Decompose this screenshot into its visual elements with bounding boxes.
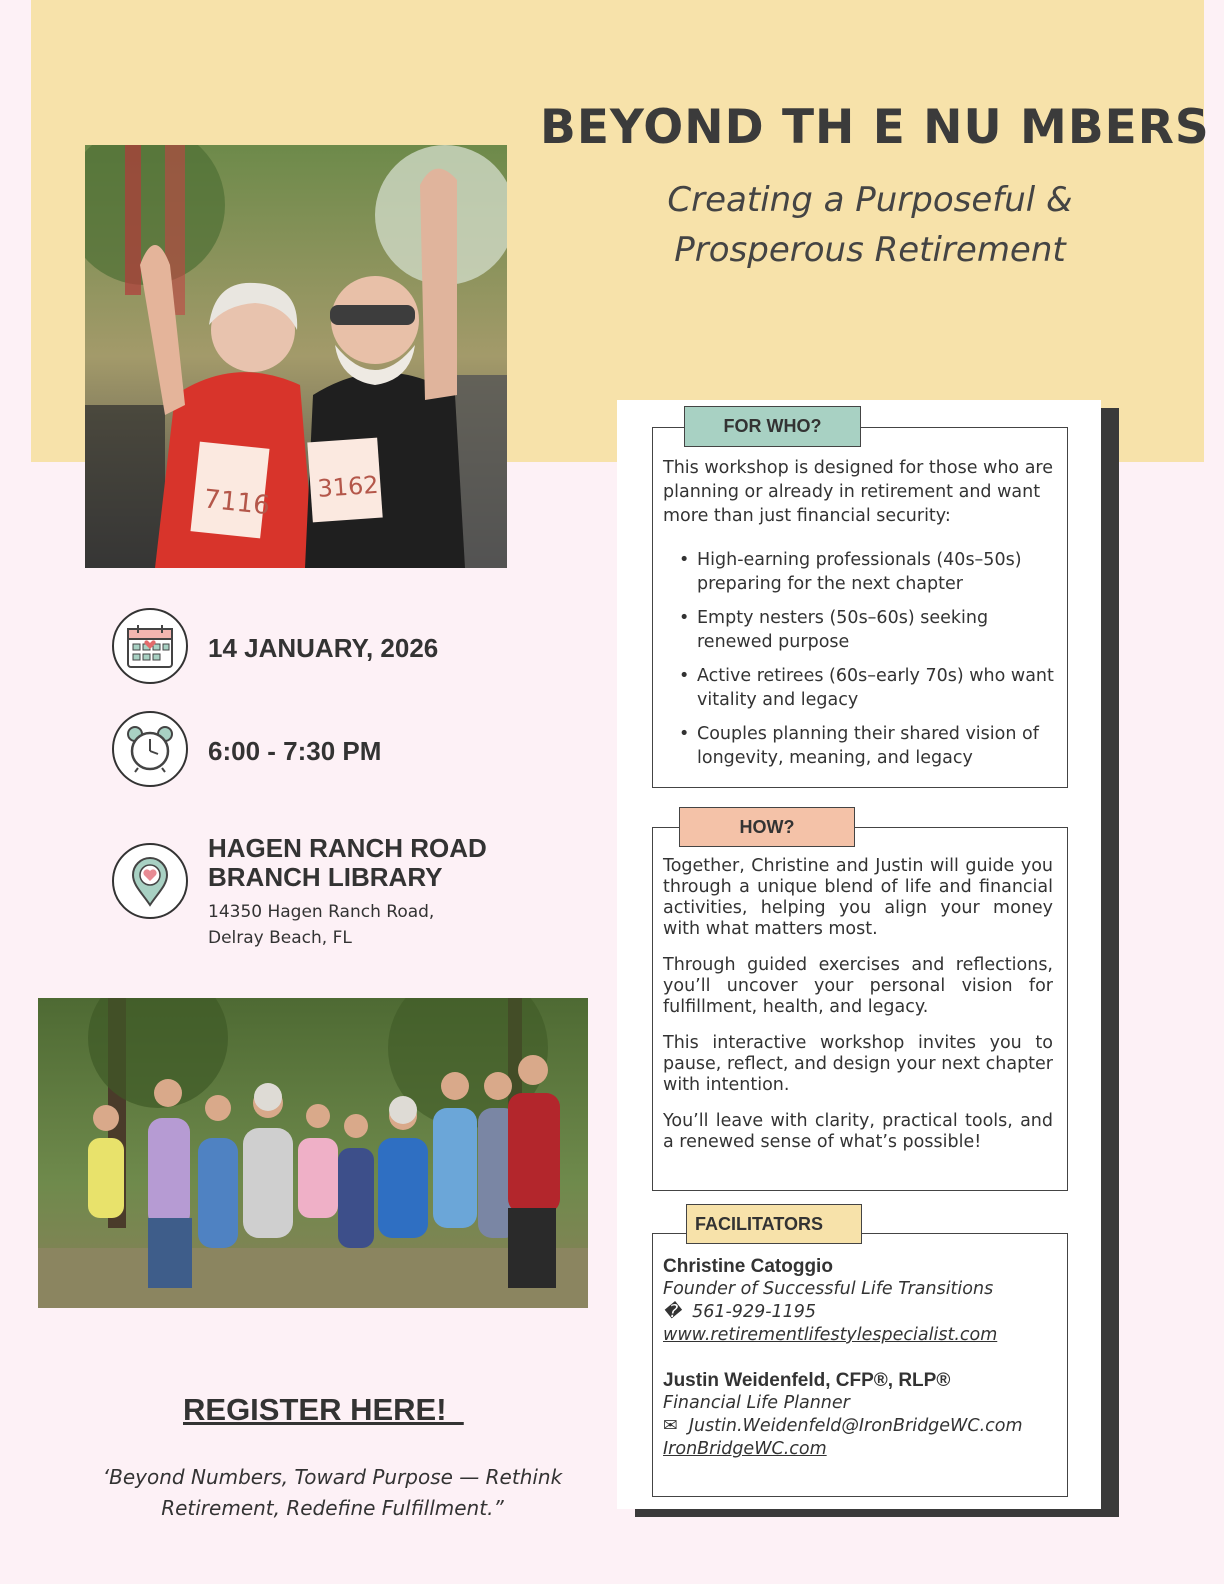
- mail-icon: ✉: [663, 1416, 678, 1436]
- facilitator-phone[interactable]: 561-929-1195: [692, 1302, 817, 1322]
- spacer: [663, 1347, 1063, 1369]
- facilitator-name: Justin Weidenfeld, CFP®, RLP®: [663, 1370, 951, 1391]
- facilitators-heading: FACILITATORS: [686, 1204, 862, 1244]
- event-date: 14 JANUARY, 2026: [208, 633, 439, 663]
- register-link[interactable]: REGISTER HERE!: [183, 1392, 464, 1427]
- event-address: [208, 899, 434, 951]
- address-line-2: Delray Beach, FL: [208, 928, 352, 948]
- facilitator-name: Christine Catoggio: [663, 1256, 833, 1277]
- event-time: 6:00 - 7:30 PM: [208, 736, 382, 766]
- bib-number-2: 3162: [316, 470, 380, 503]
- page-title: BEYOND TH E NU MBERS: [540, 100, 1210, 155]
- map-pin-heart-icon: [112, 843, 188, 919]
- audience-list: [663, 548, 1058, 780]
- phone-icon: �: [663, 1302, 681, 1322]
- how-paragraph: This interactive workshop invites you to pause, reflect, and design your next chapter with intention.: [663, 1033, 1053, 1095]
- facilitator-contact: [663, 1301, 1063, 1324]
- how-text: [663, 856, 1053, 1168]
- facilitator-email[interactable]: Justin.Weidenfeld@IronBridgeWC.com: [688, 1416, 1023, 1436]
- bib-number-1: 7116: [202, 484, 272, 522]
- calendar-icon: [112, 608, 188, 684]
- facilitators-list: [663, 1255, 1063, 1461]
- how-paragraph: Together, Christine and Justin will guide you through a unique blend of life and financial activities, helping you align your money with what matters most.: [663, 856, 1053, 939]
- for-who-heading: FOR WHO?: [684, 406, 861, 447]
- for-who-intro: This workshop is designed for those who are planning or already in retirement and want more than just financial security:: [663, 458, 1053, 526]
- alarm-clock-icon: [112, 711, 188, 787]
- location-line-2: BRANCH LIBRARY: [208, 862, 443, 892]
- tagline-quote: [60, 1462, 605, 1524]
- list-item: • Empty nesters (50s–60s) seeking renewed purpose: [663, 606, 1058, 654]
- quote-line-2: Retirement, Redefine Fulfillment.”: [161, 1496, 504, 1520]
- photo-senior-runners: [85, 145, 507, 568]
- list-item: • Couples planning their shared vision of longevity, meaning, and legacy: [663, 722, 1058, 770]
- quote-line-1: ‘Beyond Numbers, Toward Purpose — Rethink: [102, 1465, 563, 1489]
- facilitator-role: Financial Life Planner: [663, 1393, 850, 1413]
- list-item: • Active retirees (60s–early 70s) who want vitality and legacy: [663, 664, 1058, 712]
- facilitator-role: Founder of Successful Life Transitions: [663, 1279, 994, 1299]
- location-line-1: HAGEN RANCH ROAD: [208, 833, 487, 863]
- list-item: • High-earning professionals (40s–50s) preparing for the next chapter: [663, 548, 1058, 596]
- subtitle-line-2: Prosperous Retirement: [674, 230, 1066, 270]
- how-paragraph: You’ll leave with clarity, practical tools, and a renewed sense of what’s possible!: [663, 1111, 1053, 1152]
- how-paragraph: Through guided exercises and reflections, you’ll uncover your personal vision for fulfillment, health, and legacy.: [663, 955, 1053, 1017]
- how-heading: HOW?: [679, 807, 855, 847]
- address-line-1: 14350 Hagen Ranch Road,: [208, 902, 435, 922]
- facilitator-website-link[interactable]: www.retirementlifestylespecialist.com: [663, 1325, 998, 1345]
- photo-family-group: [38, 998, 588, 1308]
- page-subtitle: [600, 175, 1140, 275]
- facilitator-website-link[interactable]: IronBridgeWC.com: [663, 1439, 827, 1459]
- facilitator-contact: [663, 1415, 1063, 1438]
- event-location: [208, 834, 487, 892]
- subtitle-line-1: Creating a Purposeful &: [667, 180, 1073, 220]
